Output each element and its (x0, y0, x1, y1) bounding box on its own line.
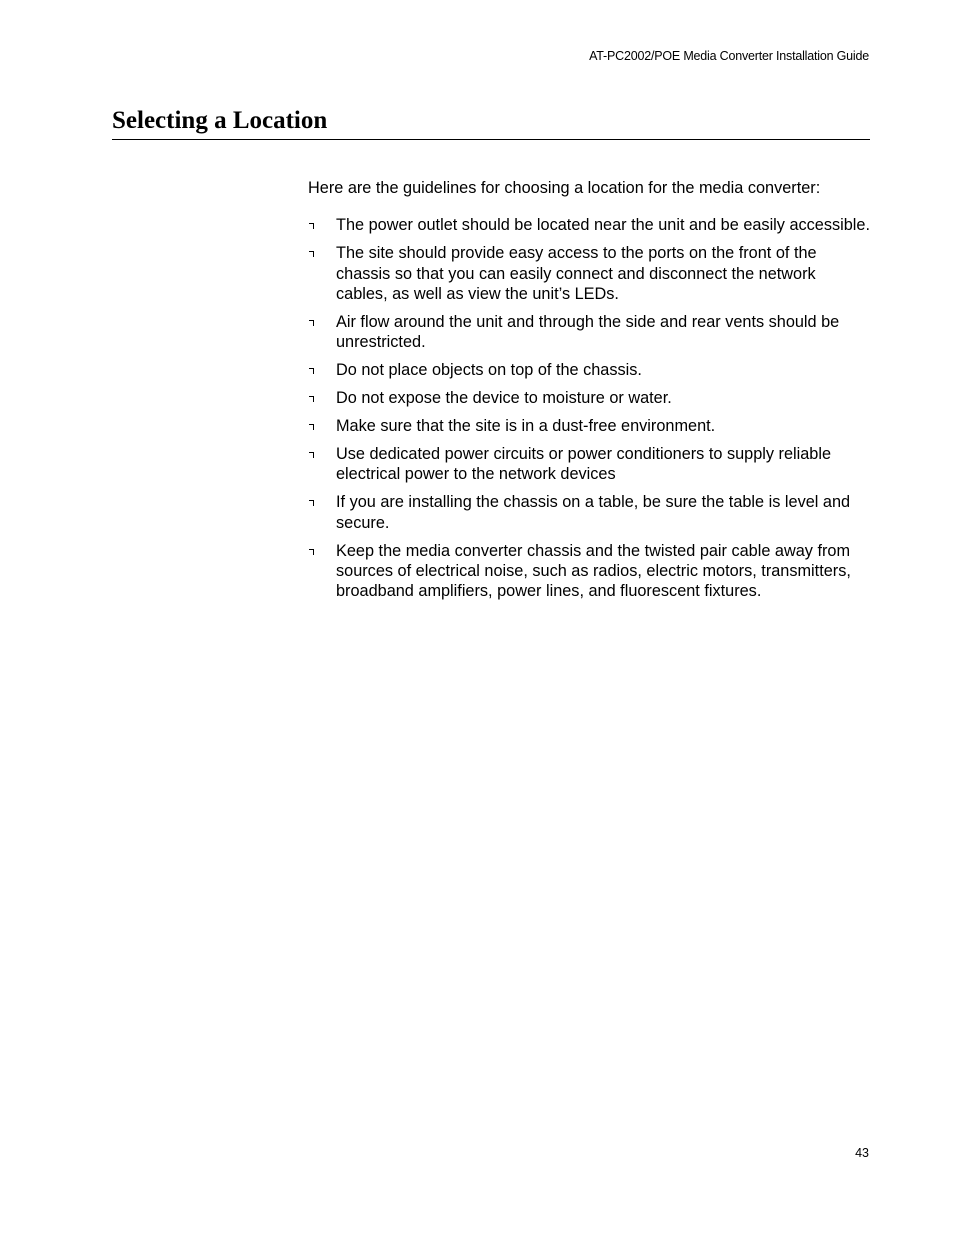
list-item (308, 492, 870, 533)
list-item-text: Do not place objects on top of the chassis. (336, 361, 642, 380)
running-header: AT-PC2002/POE Media Converter Installation Guide (589, 49, 869, 63)
list-item-text: Make sure that the site is in a dust-free environment. (336, 417, 716, 436)
guidelines-list (308, 215, 870, 601)
list-item (308, 312, 870, 353)
list-item-text: Keep the media converter chassis and the twisted pair cable away from sources of electrical noise, such as radios, electric motors, transmitters, broadband amplifiers, power lines, and fluorescent fixtures. (336, 541, 851, 601)
list-item-text: Do not expose the device to moisture or water. (336, 389, 672, 408)
bullet-box-icon (309, 452, 314, 458)
list-item (308, 388, 870, 408)
list-item-text: The power outlet should be located near the unit and be easily accessible. (336, 216, 871, 235)
list-item (308, 541, 870, 602)
title-rule (112, 139, 870, 140)
intro-paragraph: Here are the guidelines for choosing a location for the media converter: (308, 179, 821, 197)
list-item (308, 360, 870, 380)
bullet-box-icon (309, 368, 314, 374)
list-item-text: Use dedicated power circuits or power conditioners to supply reliable electrical power to the network devices (336, 445, 832, 484)
bullet-box-icon (309, 320, 314, 326)
list-item-text: The site should provide easy access to the ports on the front of the chassis so that you can easily connect and disconnect the network cables, as well as view the unit’s LEDs. (336, 244, 817, 303)
bullet-box-icon (309, 424, 314, 430)
list-item (308, 243, 870, 304)
bullet-box-icon (309, 223, 314, 229)
section-title: Selecting a Location (112, 107, 328, 134)
list-item (308, 215, 870, 235)
list-item (308, 444, 870, 485)
bullet-box-icon (309, 396, 314, 402)
list-item (308, 416, 870, 436)
bullet-box-icon (309, 500, 314, 506)
bullet-box-icon (309, 251, 314, 257)
bullet-box-icon (309, 549, 314, 555)
list-item-text: Air flow around the unit and through the side and rear vents should be unrestricted. (336, 312, 840, 352)
section-body (308, 178, 870, 609)
page-number: 43 (855, 1146, 869, 1160)
list-item-text: If you are installing the chassis on a table, be sure the table is level and secure. (336, 493, 851, 532)
